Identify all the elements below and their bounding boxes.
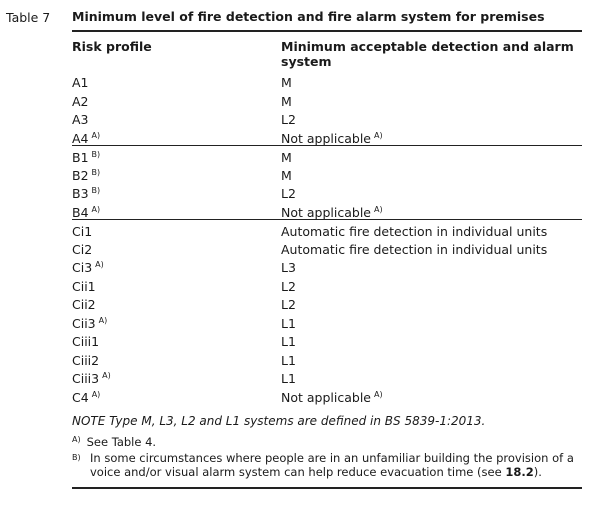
footnote-marker: B): [91, 167, 101, 177]
footnote-b-text: In some circumstances where people are in an unfamiliar building the provision of a voice and/or visual alarm system can help reduce evacuation time (see: [90, 451, 574, 479]
footnote-b-body: [90, 451, 577, 479]
table-row: [72, 108, 582, 127]
footnote-marker: A): [373, 130, 383, 140]
risk-profile-value: Cii2: [72, 297, 96, 312]
detection-system-value: Not applicable: [281, 204, 371, 220]
risk-profile-value: Cii3: [72, 315, 96, 331]
table-row: [72, 312, 582, 331]
detection-system-value: L1: [281, 315, 296, 331]
detection-system-value: L1: [281, 352, 296, 368]
footnote-b: [72, 451, 577, 479]
detection-system-cell: [281, 386, 383, 408]
footnote-marker: A): [102, 371, 111, 380]
table-row: [72, 164, 582, 183]
table-row: [72, 367, 582, 386]
table-row: [72, 256, 582, 275]
risk-profile-value: A4: [72, 130, 89, 146]
footnote-marker: A): [91, 204, 101, 214]
detection-system-value: Not applicable: [281, 389, 371, 405]
risk-profile-value: B2: [72, 167, 89, 183]
footnote-marker: A): [91, 130, 101, 140]
footnote-marker: A): [373, 389, 383, 399]
risk-profile-value: B3: [72, 186, 89, 201]
detection-system-value: M: [281, 93, 292, 109]
table-row: [72, 127, 582, 146]
risk-profile-value: Ciii3: [72, 371, 100, 386]
footnote-a-mark: A): [72, 435, 81, 444]
top-rule: [72, 30, 582, 32]
footnote-marker: A): [98, 315, 108, 325]
table-row: [72, 275, 582, 294]
risk-profile-value: A3: [72, 112, 89, 127]
risk-profile-value: B1: [72, 150, 89, 165]
table-row: [72, 330, 582, 349]
detection-system-value: Automatic fire detection in individual units: [281, 241, 548, 257]
detection-system-value: M: [281, 150, 292, 165]
detection-system-value: Automatic fire detection in individual units: [281, 224, 548, 239]
risk-profile-value: C4: [72, 389, 89, 405]
footnote-b-text-end: ).: [533, 465, 542, 479]
footnote-b-mark: B): [72, 453, 81, 462]
table-row: [72, 145, 582, 165]
table-row: [72, 293, 582, 312]
risk-profile-value: Cii1: [72, 278, 96, 294]
detection-system-value: L1: [281, 371, 296, 386]
footnote-marker: B): [91, 150, 101, 159]
detection-system-value: L2: [281, 297, 296, 312]
table-row: [72, 238, 582, 257]
detection-system-value: L2: [281, 186, 296, 201]
footnote-marker: B): [91, 186, 101, 195]
table-row: [72, 219, 582, 239]
detection-system-value: M: [281, 167, 292, 183]
detection-system-value: L2: [281, 112, 296, 127]
footnote-marker: A): [95, 260, 104, 269]
footnote-a: [72, 433, 156, 449]
table-row: [72, 349, 582, 368]
footnote-a-text: See Table 4.: [86, 435, 157, 449]
table-title: Minimum level of fire detection and fire alarm system for premises: [72, 9, 545, 24]
table-row: [72, 71, 582, 90]
risk-profile-value: B4: [72, 204, 89, 220]
detection-system-value: L3: [281, 260, 296, 275]
column-header-risk-profile: Risk profile: [72, 39, 152, 54]
risk-profile-cell: [72, 386, 100, 408]
table-row: [72, 386, 582, 405]
table-row: [72, 90, 582, 109]
column-header-detection-system: Minimum acceptable detection and alarm system: [281, 39, 574, 69]
detection-system-value: L2: [281, 278, 296, 294]
risk-profile-value: Ciii2: [72, 352, 100, 368]
footnote-marker: A): [373, 204, 383, 214]
detection-system-value: L1: [281, 334, 296, 349]
table-row: [72, 201, 582, 220]
risk-profile-value: Ciii1: [72, 334, 100, 349]
risk-profile-value: A2: [72, 93, 89, 109]
table-row: [72, 182, 582, 201]
footnote-b-reference: 18.2: [505, 465, 534, 479]
risk-profile-value: A1: [72, 75, 89, 90]
table-note: NOTE Type M, L3, L2 and L1 systems are defined in BS 5839-1:2013.: [72, 414, 486, 428]
risk-profile-value: Ci1: [72, 224, 93, 239]
detection-system-value: M: [281, 75, 292, 90]
bottom-rule: [72, 487, 582, 489]
risk-profile-value: Ci3: [72, 260, 93, 275]
risk-profile-value: Ci2: [72, 241, 93, 257]
table-label: Table 7: [6, 10, 51, 25]
footnote-marker: A): [91, 389, 101, 399]
detection-system-value: Not applicable: [281, 130, 371, 146]
